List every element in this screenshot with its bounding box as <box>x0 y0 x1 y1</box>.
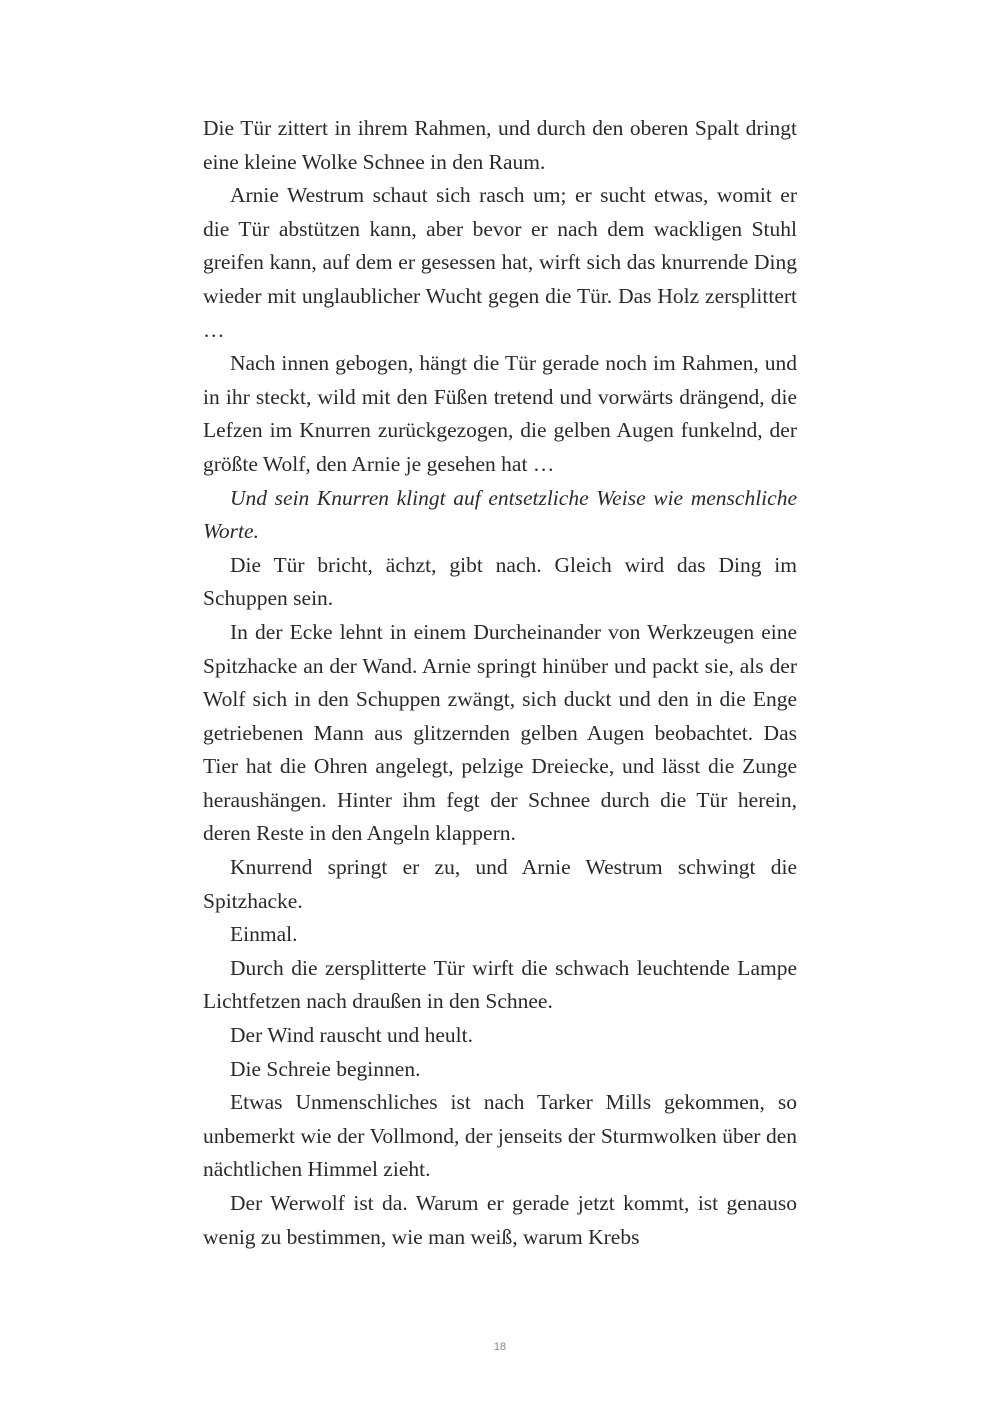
paragraph: Durch die zersplitterte Tür wirft die schwach leuchtende Lampe Lichtfetzen nach draußen in den Schnee. <box>203 955 797 1014</box>
paragraph: Die Tür bricht, ächzt, gibt nach. Gleich wird das Ding im Schuppen sein. <box>203 552 797 611</box>
paragraph: Arnie Westrum schaut sich rasch um; er sucht etwas, womit er die Tür abstützen kann, aber bevor er nach dem wackligen Stuhl greifen kann, auf dem er gesessen hat, wirft sich das knurrende Ding wieder mit unglaublicher Wucht gegen die Tür. Das Holz zersplittert … <box>203 183 797 342</box>
paragraph: Der Wind rauscht und heult. <box>230 1023 473 1048</box>
paragraph: Der Werwolf ist da. Warum er gerade jetzt kommt, ist genauso wenig zu bestimmen, wie man weiß, warum Krebs <box>203 1191 797 1249</box>
paragraph-italic: Und sein Knurren klingt auf entsetzliche Weise wie menschliche Worte. <box>203 485 797 544</box>
paragraph: Einmal. <box>230 922 298 947</box>
paragraph: Nach innen gebogen, hängt die Tür gerade noch im Rahmen, und in ihr steckt, wild mit den Füßen tretend und vorwärts drängend, die Lefzen im Knurren zurückgezogen, die gelben Augen funkelnd, der größte Wolf, den Arnie je gesehen hat … <box>203 351 797 476</box>
page-number: 18 <box>493 1341 507 1353</box>
paragraph: In der Ecke lehnt in einem Durcheinander von Werkzeugen eine Spitzhacke an der Wand. Arnie springt hinüber und packt sie, als der Wolf sich in den Schuppen zwängt, sich duckt und den in die Enge getriebenen Mann aus glitzernden gelben Augen beobachtet. Das Tier hat die Ohren angelegt, pelzige Dreiecke, und lässt die Zunge heraushängen. Hinter ihm fegt der Schnee durch die Tür herein, deren Reste in den Angeln klappern. <box>203 619 797 846</box>
body-text <box>203 112 797 1254</box>
paragraph: Die Schreie beginnen. <box>230 1056 421 1081</box>
paragraph: Etwas Unmenschliches ist nach Tarker Mills gekommen, so unbemerkt wie der Vollmond, der jenseits der Sturmwolken über den nächtlichen Himmel zieht. <box>203 1090 797 1182</box>
paragraph: Die Tür zittert in ihrem Rahmen, und durch den oberen Spalt dringt eine kleine Wolke Schnee in den Raum. <box>203 116 797 174</box>
paragraph: Knurrend springt er zu, und Arnie Westrum schwingt die Spitzhacke. <box>203 855 797 913</box>
